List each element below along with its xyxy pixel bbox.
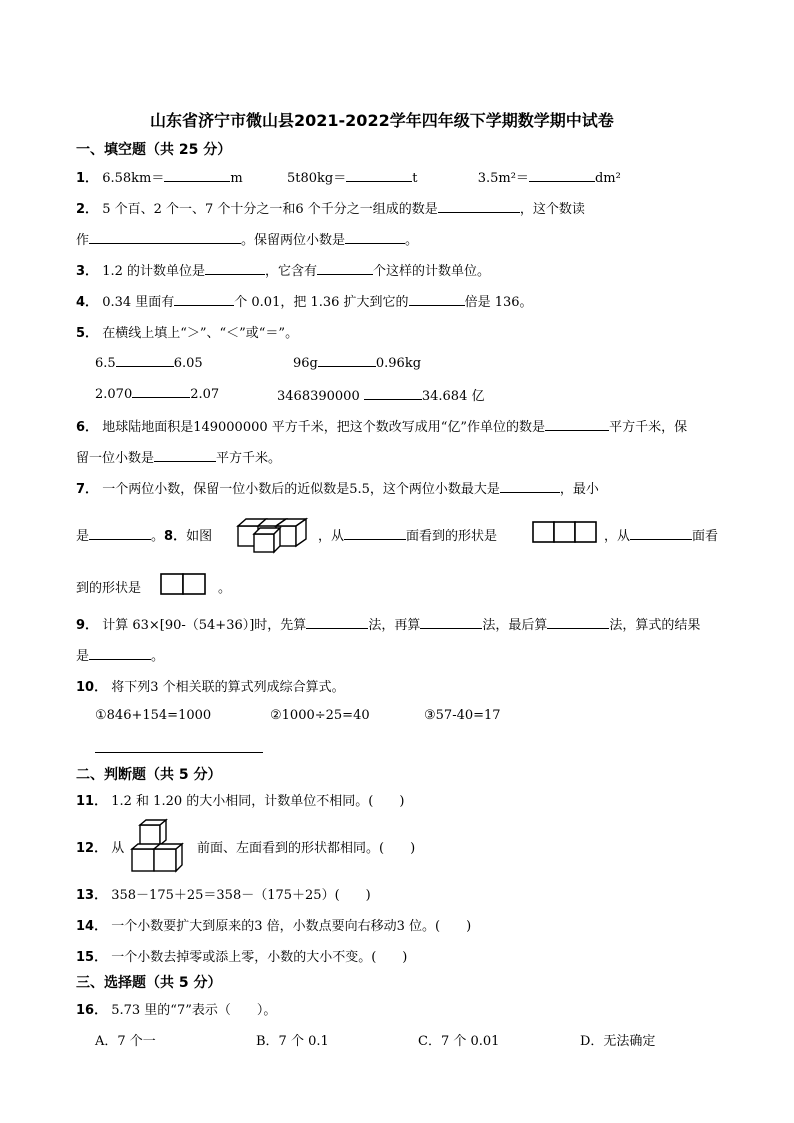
q12-text: 从 [111,841,125,856]
choice-b[interactable]: B．7 个 0.1 [256,1034,329,1049]
q10-text: 将下列3 个相关联的算式列成综合算式。 [111,680,345,695]
answer-blank[interactable] [420,616,482,629]
q-number: 8． [164,529,187,544]
question-16 [76,999,276,1018]
q5-row-1-right [293,354,421,371]
q4-text: 个 0.01，把 1.36 扩大到它的 [234,295,409,310]
q8-line3 [76,577,141,596]
stacked-cubes-icon [130,819,188,873]
q5-value: 6.05 [173,356,203,371]
answer-blank[interactable] [89,647,151,660]
q-number: 10． [76,680,108,695]
answer-blank[interactable] [317,262,373,275]
answer-blank[interactable] [154,449,216,462]
q15-text: 一个小数去掉零或添上零，小数的大小不变。( ) [111,950,408,965]
answer-blank[interactable] [529,169,595,182]
q14-text: 一个小数要扩大到原来的3 倍，小数点要向右移动3 位。( ) [111,919,472,934]
q-number: 12． [76,841,108,856]
q-number: 6． [76,420,99,435]
question-15 [76,946,407,965]
answer-blank[interactable] [89,527,151,540]
q-number: 11． [76,794,108,809]
two-squares-icon [160,573,208,595]
q2-text-end: 。 [405,233,419,248]
q1-c-unit: dm² [594,171,621,186]
cubes-figure-icon [236,516,314,552]
q8-line-end [604,525,718,544]
answer-blank[interactable] [164,169,230,182]
question-11 [76,790,404,809]
q8-text: 如图 [186,529,213,544]
page-title: 山东省济宁市微山县2021-2022学年四年级下学期数学期中试卷 [150,111,614,130]
answer-blank[interactable] [545,418,609,431]
q5-row-2-left [95,385,219,402]
q12-text-cont: 前面、左面看到的形状都相同。( ) [197,841,416,856]
q8-text: 。 [218,581,232,596]
q2-text: 5 个百、2 个一、7 个十分之一和6 个千分之一组成的数是 [102,202,438,217]
section-heading-judge: 二、判断题（共 5 分） [76,767,222,783]
question-2-line1 [76,198,585,217]
question-7-line2 [76,525,212,544]
q6-text-end: 平方千米。 [216,451,282,466]
answer-blank[interactable] [630,527,692,540]
q3-text: 个这样的计数单位。 [373,264,491,279]
question-5 [76,322,298,341]
q5-value: 6.5 [95,356,116,371]
q7-text: 是 [76,529,90,544]
question-12 [76,837,124,856]
q5-value: 3468390000 [277,389,360,404]
answer-blank[interactable] [132,385,190,398]
q4-text: 0.34 里面有 [102,295,175,310]
question-9-line1 [76,614,700,633]
q9-text: 。 [151,649,165,664]
question-7-line1 [76,478,599,497]
q1-b: 5t80kg＝ [286,171,347,186]
q9-text: 法，最后算 [482,618,548,633]
question-6-line1 [76,416,687,435]
answer-blank[interactable] [409,293,465,306]
answer-blank[interactable] [205,262,265,275]
q11-text: 1.2 和 1.20 的大小相同，计数单位不相同。( ) [111,794,405,809]
q5-value: 2.070 [95,387,133,402]
answer-blank[interactable] [174,293,234,306]
q5-value: 96g [293,356,318,371]
question-1 [76,167,621,186]
answer-blank[interactable] [547,616,609,629]
q6-text: 地球陆地面积是149000000 平方千米，把这个数改写成用“亿”作单位的数是 [102,420,546,435]
q10-expr-3: ③57-40=17 [424,708,501,723]
q1-a: 6.58km＝ [102,171,165,186]
q2-text: 。保留两位小数是 [241,233,346,248]
choice-d[interactable]: D．无法确定 [580,1034,656,1049]
q8-line-cont [318,525,497,544]
question-2-line2 [76,229,418,248]
q8-line3-end [218,577,231,596]
section-heading-choice: 三、选择题（共 5 分） [76,975,222,991]
answer-blank[interactable] [500,480,560,493]
answer-blank[interactable] [318,354,376,367]
q1-b-unit: t [412,171,418,186]
q13-text: 358－175＋25＝358－（175＋25）( ) [111,888,371,903]
question-4 [76,291,533,310]
answer-blank[interactable] [95,740,263,753]
q9-text: 是 [76,649,90,664]
q8-text: 面看到的形状是 [406,529,498,544]
q-number: 16． [76,1003,108,1018]
section-heading-fill: 一、填空题（共 25 分） [76,142,232,158]
answer-blank[interactable] [89,231,241,244]
three-squares-icon [532,521,598,543]
q3-text: ，它含有 [265,264,318,279]
q-number: 9． [76,618,99,633]
q7-text-end: ，最小 [559,482,599,497]
answer-blank[interactable] [346,169,412,182]
q16-text: 5.73 里的“7”表示（ ）。 [111,1003,277,1018]
q-number: 14． [76,919,108,934]
q-number: 5． [76,326,99,341]
question-3 [76,260,490,279]
q-number: 2． [76,202,99,217]
q1-a-unit: m [230,171,243,186]
q5-value: 2.07 [190,387,220,402]
question-10 [76,676,345,695]
q3-text: 1.2 的计数单位是 [102,264,205,279]
question-9-line2 [76,645,164,664]
q8-text: ，从 [604,529,631,544]
q5-value: 0.96kg [375,356,422,371]
q-number: 1． [76,171,99,186]
q-number: 7． [76,482,99,497]
q1-c: 3.5m²＝ [477,171,529,186]
q-number: 15． [76,950,108,965]
q-number: 3． [76,264,99,279]
q5-row-1-left [95,354,203,371]
answer-blank[interactable] [345,231,405,244]
q6-text: 留一位小数是 [76,451,155,466]
q4-text: 倍是 136。 [464,295,533,310]
q8-text: 面看 [692,529,719,544]
answer-blank[interactable] [438,200,520,213]
q6-text-end: 平方千米，保 [609,420,688,435]
question-6-line2 [76,447,281,466]
choice-a[interactable]: A．7 个一 [95,1034,156,1049]
question-14 [76,915,471,934]
q9-text: 法，算式的结果 [609,618,701,633]
q9-text: 法，再算 [368,618,421,633]
q7-text: 一个两位小数，保留一位小数后的近似数是5.5，这个两位小数最大是 [102,482,500,497]
answer-blank[interactable] [364,387,422,400]
q10-expr-2: ②1000÷25=40 [270,708,370,723]
q8-text: ，从 [318,529,345,544]
q5-text: 在横线上填上“＞”、“＜”或“＝”。 [102,326,299,341]
q7-text: 。 [151,529,165,544]
q5-value: 34.684 亿 [421,389,485,404]
q2-text: 作 [76,233,90,248]
answer-blank[interactable] [116,354,174,367]
q5-row-2-right [277,385,484,404]
q-number: 13． [76,888,108,903]
question-13 [76,884,371,903]
q2-text-end: ，这个数读 [519,202,585,217]
choice-c[interactable]: C．7 个 0.01 [418,1034,500,1049]
q10-expr-1: ①846+154=1000 [95,708,212,723]
q8-text: 到的形状是 [76,581,142,596]
answer-blank[interactable] [344,527,406,540]
q-number: 4． [76,295,99,310]
q9-text: 计算 63×[90-（54+36）]时，先算 [102,618,307,633]
answer-blank[interactable] [306,616,368,629]
